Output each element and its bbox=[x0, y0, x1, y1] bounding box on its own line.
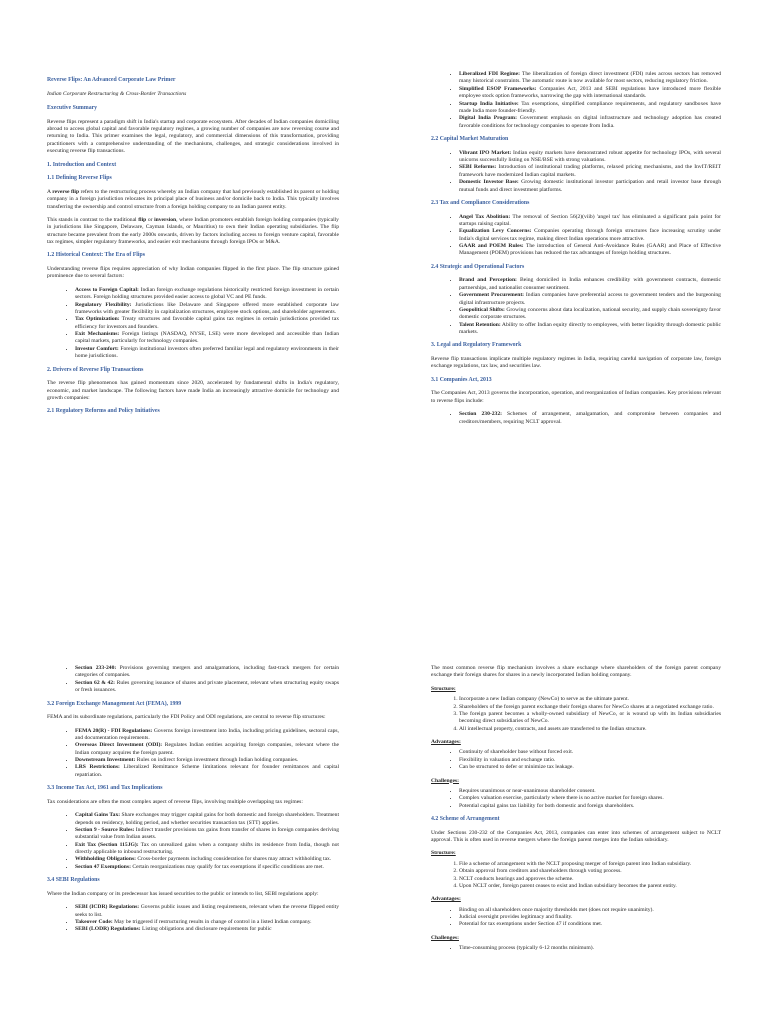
list-item: • SEBI (ICDR) Regulations: Governs public issues and listing requirements, relevant when the reverse flipped entity seeks to list. bbox=[75, 904, 339, 919]
list-item: • Brand and Perception: Being domiciled in India enhances credibility with government contracts, domestic partnerships, and nationalist consumer sentiment. bbox=[459, 277, 721, 292]
list-item: • SEBI (LODR) Regulations: Listing obligations and disclosure requirements for public bbox=[75, 926, 339, 933]
list-item: • Domestic Investor Base: Growing domestic institutional investor participation and retail investor base through mutual funds and direct investment platforms. bbox=[459, 179, 721, 194]
doc-title: Reverse Flips: An Advanced Corporate Law Primer bbox=[47, 77, 176, 83]
challenges-list bbox=[431, 788, 721, 810]
list-item: • Section 233-240: Provisions governing mergers and amalgamations, including fast-track mergers for certain categories of companies. bbox=[75, 665, 339, 680]
section-3-para: Reverse flip transactions implicate multiple regulatory regimes in India, requiring careful navigation of corporate law, foreign exchange regulations, tax law, and securities law. bbox=[431, 356, 721, 370]
list-item: • Can be structured to defer or minimize tax leakage. bbox=[459, 764, 721, 771]
capital-market-list bbox=[431, 150, 721, 194]
list-item: • Angel Tax Abolition: The removal of Section 56(2)(viib) 'angel tax' has eliminated a significant pain point for startups raising capital. bbox=[459, 214, 721, 229]
list-item: • Judicial oversight provides legitimacy and finality. bbox=[459, 914, 721, 921]
list-item: • SEBI Reforms: Introduction of institutional trading platforms, relaxed pricing mechanisms, and the InvIT/REIT framework have modernized Indian capital markets. bbox=[459, 164, 721, 179]
list-item: • Section 62 & 42: Rules governing issuance of shares and private placement, relevant when structuring equity swaps or fresh issuances. bbox=[75, 680, 339, 695]
challenges-label-2: Challenges: bbox=[431, 934, 459, 941]
structure-label: Structure: bbox=[431, 685, 456, 692]
list-item: 4. Upon NCLT order, foreign parent ceases to exist and Indian subsidiary becomes the parent entity. bbox=[459, 883, 721, 890]
section-4-2-heading: 4.2 Scheme of Arrangement bbox=[431, 816, 500, 822]
list-item: • Digital India Program: Government emphasis on digital infrastructure and technology adoption has created favorable conditions for technology companies to operate from India. bbox=[459, 115, 721, 130]
section-2-3-heading: 2.3 Tax and Compliance Considerations bbox=[431, 199, 530, 206]
list-item: • Exit Tax (Section 115JG): Tax on unrealized gains when a company shifts its residence from India, though not directly applicable to inbound restructuring. bbox=[75, 842, 339, 857]
list-item: 1. File a scheme of arrangement with the NCLT proposing merger of foreign parent into Indian subsidiary. bbox=[459, 861, 721, 868]
section-2-1-heading: 2.1 Regulatory Reforms and Policy Initiatives bbox=[47, 408, 160, 415]
list-item: • Flexibility in valuation and exchange ratio. bbox=[459, 757, 721, 764]
list-item: • LRS Restrictions: Liberalized Remittance Scheme limitations relevant for founder remittances and capital repatriation. bbox=[75, 764, 339, 779]
list-item: • FEMA 20(R) - FDI Regulations: Governs foreign investment into India, including pricing guidelines, sectoral caps, and documentation requirements. bbox=[75, 728, 339, 743]
structure-label-2: Structure: bbox=[431, 850, 456, 857]
advantages-label-2: Advantages: bbox=[431, 896, 461, 903]
list-item: • Section 47 Exemptions: Certain reorganizations may qualify for tax exemptions if specific conditions are met. bbox=[75, 864, 339, 871]
list-item: • Downstream Investment: Rules on indirect foreign investment through Indian holding companies. bbox=[75, 757, 339, 764]
section-3-4-para: Where the Indian company or its predecessor has issued securities to the public or intends to list, SEBI regulations apply: bbox=[47, 890, 319, 897]
share-exchange-para: The most common reverse flip mechanism involves a share exchange where shareholders of the foreign parent company exchange their foreign shares for shares in a newly incorporated Indian holding company. bbox=[431, 665, 721, 679]
section-3-4-heading: 3.4 SEBI Regulations bbox=[47, 877, 100, 884]
companies-act-list-continued bbox=[47, 665, 339, 695]
section-3-3-para: Tax considerations are often the most complex aspect of reverse flips, involving multiple overlapping tax regimes: bbox=[47, 798, 303, 805]
advantages-list bbox=[431, 749, 721, 771]
section-1-2-para: Understanding reverse flips requires appreciation of why Indian companies flipped in the first place. The flip structure gained prominence due to several factors: bbox=[47, 266, 339, 280]
section-3-2-para: FEMA and its subordinate regulations, particularly the FDI Policy and ODI regulations, are central to reverse flip structures: bbox=[47, 714, 326, 721]
exec-summary-text: Reverse flips represent a paradigm shift in India's startup and corporate ecosystem. After decades of Indian companies domiciling abroad to access global capital and favorable regulatory regimes, a growing number of companies are now reversing course and returning to India. This primer examines the legal, regulatory, and commercial dimensions of this transformation, providing practitioners with a comprehensive understanding of the mechanisms, challenges, and strategic considerations involved in executing reverse flip transactions. bbox=[47, 118, 339, 155]
list-item: • Potential for tax exemptions under Section 47 if conditions met. bbox=[459, 921, 721, 928]
challenges-label: Challenges: bbox=[431, 777, 459, 784]
fema-list bbox=[47, 728, 339, 780]
column-top-left bbox=[47, 77, 339, 422]
list-item: • Requires unanimous or near-unanimous shareholder consent. bbox=[459, 788, 721, 795]
list-item: • Section 230-232: Schemes of arrangement, amalgamation, and compromise between companies and creditors/members, requiring NCLT approval. bbox=[459, 411, 721, 426]
list-item: • Time-consuming process (typically 6-12 months minimum). bbox=[459, 945, 721, 952]
list-item: • Equalization Levy Concerns: Companies operating through foreign structures face increasing scrutiny under India's digital services tax regime, making direct Indian operations more attractive. bbox=[459, 228, 721, 243]
list-item: • Geopolitical Shifts: Growing concerns about data localization, national security, and supply chain sovereignty favor domestic corporate structures. bbox=[459, 307, 721, 322]
list-item: • Complex valuation exercise, particularly where there is no active market for foreign shares. bbox=[459, 795, 721, 802]
list-item: • Overseas Direct Investment (ODI): Regulates Indian entities acquiring foreign companies, relevant where the Indian company acquires the foreign parent. bbox=[75, 742, 339, 757]
list-item: • Tax Optimization: Treaty structures and favorable capital gains tax regimes in certain jurisdictions provided tax efficiency for investors and founders. bbox=[75, 316, 339, 331]
advantages-label: Advantages: bbox=[431, 739, 461, 745]
list-item: • Vibrant IPO Market: Indian equity markets have demonstrated robust appetite for technology IPOs, with several unicorns successfully listing on NSE/BSE with strong valuations. bbox=[459, 150, 721, 165]
list-item: 3. The foreign parent becomes a wholly-owned subsidiary of NewCo, or is wound up with its Indian subsidiaries becoming direct subsidiaries of NewCo. bbox=[459, 711, 721, 726]
companies-act-list bbox=[431, 411, 721, 426]
list-item: • Simplified ESOP Frameworks: Companies Act, 2013 and SEBI regulations have introduced more flexible employee stock option frameworks, narrowing the gap with international standards. bbox=[459, 86, 721, 101]
list-item: 4. All intellectual property, contracts, and assets are transferred to the Indian structure. bbox=[459, 726, 721, 733]
section-3-heading: 3. Legal and Regulatory Framework bbox=[431, 342, 522, 349]
list-item: 3. NCLT conducts hearings and approves the scheme. bbox=[459, 876, 721, 883]
list-item: 2. Obtain approval from creditors and shareholders through voting process. bbox=[459, 868, 721, 875]
structure-steps-list-2 bbox=[431, 861, 721, 891]
list-item: • Continuity of shareholder base without forced exit. bbox=[459, 749, 721, 756]
list-item: • Liberalized FDI Regime: The liberalization of foreign direct investment (FDI) rules across sectors has removed many historical constraints. The automatic route is now available for most sectors, reducing regulatory friction. bbox=[459, 71, 721, 86]
tax-compliance-list bbox=[431, 214, 721, 258]
section-2-para: The reverse flip phenomenon has gained momentum since 2020, accelerated by fundamental shifts in India's regulatory, economic, and market landscape. The following factors have made India an increasingly attractive domicile for technology and growth companies: bbox=[47, 380, 339, 401]
list-item: • Talent Retention: Ability to offer Indian equity directly to employees, with better liquidity through domestic public markets. bbox=[459, 322, 721, 337]
exec-summary-heading: Executive Summary bbox=[47, 105, 98, 112]
list-item: 2. Shareholders of the foreign parent exchange their foreign shares for NewCo shares at a negotiated exchange ratio. bbox=[459, 704, 721, 711]
section-2-2-heading: 2.2 Capital Market Maturation bbox=[431, 136, 509, 142]
sebi-list bbox=[47, 904, 339, 934]
section-3-2-heading: 3.2 Foreign Exchange Management Act (FEMA), 1999 bbox=[47, 700, 182, 707]
section-3-3-heading: 3.3 Income Tax Act, 1961 and Tax Implications bbox=[47, 785, 163, 792]
section-1-1-para-2: This stands in contrast to the traditional flip or inversion, where Indian promoters establish foreign holding companies (typically in jurisdictions like Singapore, Delaware, Cayman Islands, or Mauritius) to own their Indian operating subsidiaries. The flip structure became prevalent from the early 2000s onwards, driven by factors including access to foreign venture capital, favorable tax regimes, simpler regulatory frameworks, and easier exit mechanisms through foreign IPOs or M&A. bbox=[47, 216, 339, 246]
section-4-2-para: Under Sections 230-232 of the Companies Act, 2013, companies can enter into schemes of arrangement subject to NCLT approval. This is often used in reverse mergers where the foreign parent merges into the Indian subsidiary. bbox=[431, 829, 721, 844]
section-2-heading: 2. Drivers of Reverse Flip Transactions bbox=[47, 366, 144, 373]
tax-implications-list bbox=[47, 812, 339, 871]
list-item: • Government Procurement: Indian companies have preferential access to government tenders and the burgeoning digital infrastructure projects. bbox=[459, 292, 721, 307]
section-2-4-heading: 2.4 Strategic and Operational Factors bbox=[431, 263, 525, 270]
column-top-right bbox=[431, 71, 721, 432]
advantages-list-2 bbox=[431, 907, 721, 929]
list-item: • Capital Gains Tax: Share exchanges may trigger capital gains for both domestic and foreign shareholders. Treatment depends on residency, holding period, and whether securities transaction tax (STT) applies. bbox=[75, 812, 339, 827]
flip-factors-list bbox=[47, 287, 339, 361]
list-item: • Section 9 - Source Rules: Indirect transfer provisions tax gains from transfer of shares in foreign companies deriving substantial value from Indian assets. bbox=[75, 827, 339, 842]
strategic-factors-list bbox=[431, 277, 721, 336]
list-item: • Withholding Obligations: Cross-border payments including consideration for shares may attract withholding tax. bbox=[75, 856, 339, 863]
section-1-2-heading: 1.2 Historical Context: The Era of Flips bbox=[47, 252, 145, 259]
section-3-1-heading: 3.1 Companies Act, 2013 bbox=[431, 376, 492, 383]
list-item: • Takeover Code: May be triggered if restructuring results in change of control in a listed Indian company. bbox=[75, 919, 339, 926]
section-3-1-para: The Companies Act, 2013 governs the incorporation, operation, and reorganization of Indian companies. Key provisions relevant to reverse flips include: bbox=[431, 390, 721, 404]
list-item: 1. Incorporate a new Indian company (NewCo) to serve as the ultimate parent. bbox=[459, 696, 721, 703]
challenges-list-2 bbox=[431, 945, 721, 952]
section-1-heading: 1. Introduction and Context bbox=[47, 161, 117, 168]
list-item: • Binding on all shareholders once majority thresholds met (does not require unanimity). bbox=[459, 907, 721, 914]
list-item: • Potential capital gains tax liability for both domestic and foreign shareholders. bbox=[459, 803, 721, 810]
list-item: • Regulatory Flexibility: Jurisdictions like Delaware and Singapore offered more established corporate law frameworks with greater flexibility in capitalization structures, employee stock options, and shareholder agreements. bbox=[75, 302, 339, 317]
column-bottom-left bbox=[47, 665, 339, 940]
section-1-1-heading: 1.1 Defining Reverse Flips bbox=[47, 175, 112, 182]
list-item: • Access to Foreign Capital: Indian foreign exchange regulations historically restricted foreign investment in certain sectors. Foreign holding structures provided easier access to global VC and PE funds. bbox=[75, 287, 339, 302]
list-item: • Startup India Initiative: Tax exemptions, simplified compliance requirements, and regulatory sandboxes have made India more founder-friendly. bbox=[459, 101, 721, 116]
list-item: • Exit Mechanisms: Foreign listings (NASDAQ, NYSE, LSE) were more developed and accessible than Indian capital markets, particularly for technology companies. bbox=[75, 331, 339, 346]
list-item: • GAAR and POEM Rules: The introduction of General Anti-Avoidance Rules (GAAR) and Place of Effective Management (POEM) provisions has reduced the tax advantages of foreign holding structures. bbox=[459, 243, 721, 258]
column-bottom-right bbox=[431, 665, 721, 959]
structure-steps-list bbox=[431, 696, 721, 733]
regulatory-reforms-list bbox=[431, 71, 721, 130]
section-1-1-para-1: A reverse flip refers to the restructuring process whereby an Indian company that had previously established its parent or holding company in a foreign jurisdiction relocates its principal place of business and/or domicile back to India. This typically involves transferring the ownership and control structure from a foreign holding company to an Indian parent entity. bbox=[47, 188, 339, 210]
doc-subtitle: Indian Corporate Restructuring & Cross-Border Transactions bbox=[47, 90, 187, 97]
list-item: • Investor Comfort: Foreign institutional investors often preferred familiar legal and regulatory environments in their home jurisdictions. bbox=[75, 346, 339, 361]
